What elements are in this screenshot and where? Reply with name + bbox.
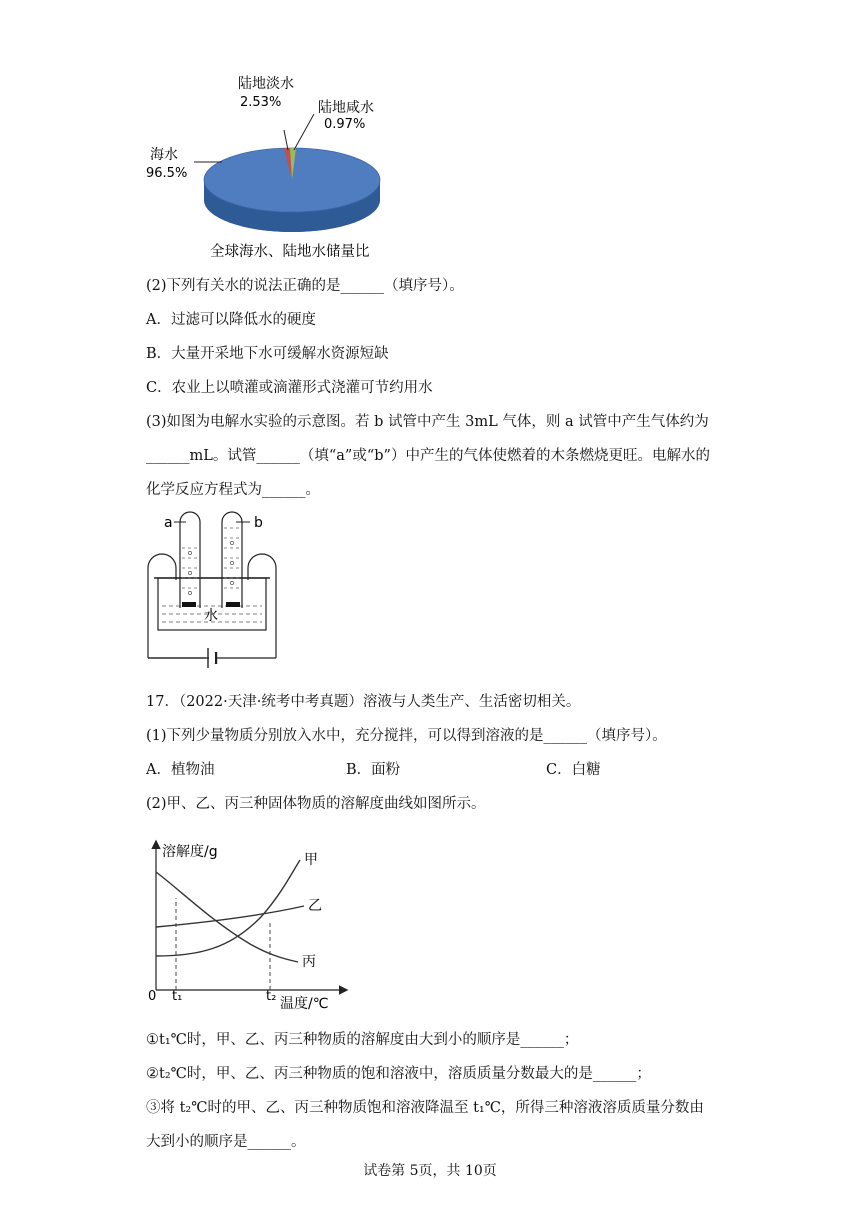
- series-label-yi: 乙: [308, 898, 322, 914]
- q17-part1: (1)下列少量物质分别放入水中，充分搅拌，可以得到溶液的是______（填序号）。: [146, 728, 667, 744]
- q17-part2: (2)甲、乙、丙三种固体物质的溶解度曲线如图所示。: [146, 796, 486, 812]
- label-a: a: [164, 515, 173, 531]
- q16-option-b: B．大量开采地下水可缓解水资源短缺: [146, 346, 389, 362]
- curve-yi: [156, 906, 304, 927]
- y-axis-label: 溶解度/g: [162, 844, 218, 860]
- leader-fresh: [284, 130, 288, 150]
- q17-sub2: ②t₂℃时，甲、乙、丙三种物质的饱和溶液中，溶质质量分数最大的是______；: [146, 1066, 651, 1082]
- q17-option-a: A．植物油: [146, 762, 215, 778]
- electrode-a: [182, 602, 196, 607]
- solubility-chart: [140, 830, 360, 1010]
- x-tick-t1: t₁: [172, 989, 183, 1004]
- curve-bing: [156, 872, 298, 962]
- series-label-jia: 甲: [304, 852, 318, 868]
- q16-part2: (2)下列有关水的说法正确的是______（填序号）。: [146, 278, 464, 294]
- x-axis-label: 温度/℃: [280, 996, 329, 1010]
- q17-sub1: ①t₁℃时，甲、乙、丙三种物质的溶解度由大到小的顺序是______；: [146, 1032, 579, 1048]
- curve-jia: [156, 860, 300, 956]
- q16-option-a: A．过滤可以降低水的硬度: [146, 312, 316, 328]
- pie-label-salt-name: 陆地咸水: [318, 100, 374, 116]
- q16-option-c: C．农业上以喷灌或滴灌形式浇灌可节约用水: [146, 380, 433, 396]
- q17-option-b: B．面粉: [346, 762, 401, 778]
- pie-label-salt-value: 0.97%: [324, 117, 366, 132]
- label-water: 水: [204, 608, 218, 624]
- leader-salt: [294, 114, 314, 150]
- q16-part3-line3: 化学反应方程式为______。: [146, 482, 320, 498]
- q17-heading: 17．（2022·天津·统考中考真题）溶液与人类生产、生活密切相关。: [146, 694, 581, 710]
- pie-caption: 全球海水、陆地水储量比: [210, 244, 370, 260]
- pie-label-sea-name: 海水: [150, 147, 178, 163]
- q17-option-c: C．白糖: [546, 762, 601, 778]
- tube-a: [180, 512, 200, 608]
- tube-b: [222, 512, 242, 608]
- pie-label-fresh-name: 陆地淡水: [238, 76, 294, 92]
- series-label-bing: 丙: [302, 954, 316, 970]
- electrode-b: [226, 602, 240, 607]
- pie-chart-figure: [140, 70, 400, 270]
- page-footer: 试卷第 5页，共 10页: [363, 1163, 497, 1179]
- x-tick-t2: t₂: [266, 989, 277, 1004]
- pie-label-fresh-value: 2.53%: [240, 95, 282, 110]
- pie-label-sea-value: 96.5%: [146, 166, 188, 181]
- q16-part3-line2: ______mL。试管______（填“a”或“b”）中产生的气体使燃着的木条燃烧更旺。电解水的: [146, 448, 710, 464]
- q17-sub3-line1: ③将 t₂℃时的甲、乙、丙三种物质饱和溶液降温至 t₁℃，所得三种溶液溶质质量分数由: [146, 1100, 704, 1116]
- electrolysis-figure: [146, 508, 282, 678]
- label-b: b: [254, 515, 263, 531]
- q17-sub3-line2: 大到小的顺序是______。: [146, 1134, 306, 1150]
- q16-part3-line1: (3)如图为电解水实验的示意图。若 b 试管中产生 3mL 气体，则 a 试管中产生气体约为: [146, 414, 709, 430]
- x-tick-0: 0: [148, 989, 157, 1004]
